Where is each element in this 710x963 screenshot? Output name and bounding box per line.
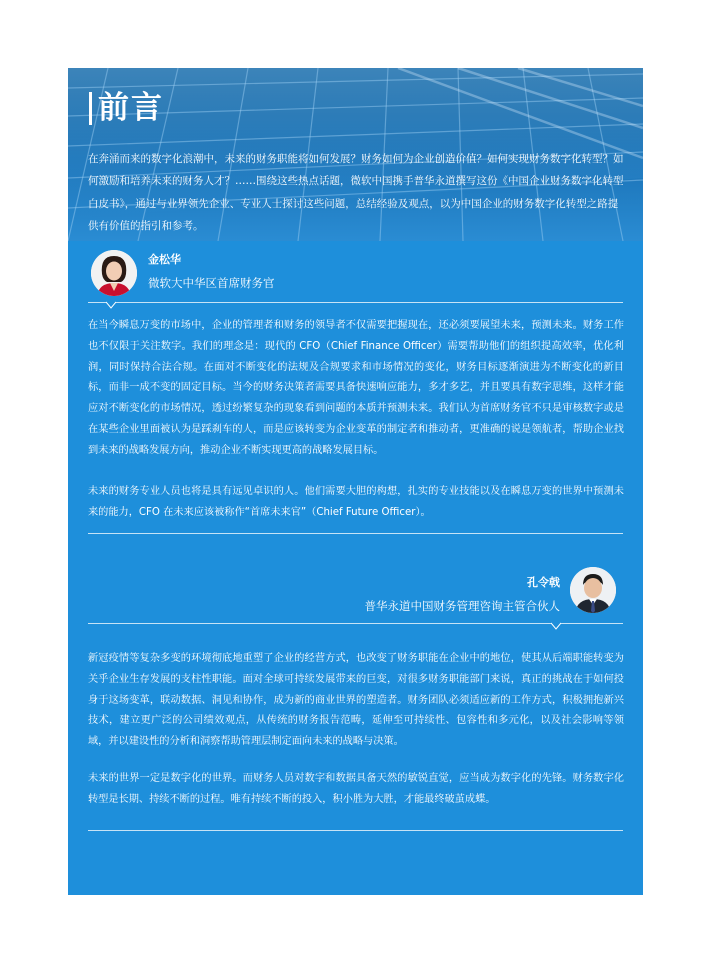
divider-pointer-icon <box>106 301 116 309</box>
page-title: 前言 <box>98 90 164 126</box>
divider-pointer-icon <box>551 622 561 630</box>
person-1-title: 微软大中华区首席财务官 <box>148 276 275 290</box>
divider-person-2 <box>88 623 623 624</box>
avatar-person-1 <box>91 250 137 296</box>
portrait-icon <box>91 250 137 296</box>
person-2-paragraph-2: 未来的世界一定是数字化的世界。而财务人员对数字和数据具备天然的敏锐直觉，应当成为数字化的先锋。财务数字化转型是长期、持续不断的过程。唯有持续不断的投入，积小胜为大胜，才能最终破茧成蝶。 <box>88 773 624 805</box>
divider-footer <box>88 830 623 831</box>
intro-paragraph: 在奔涌而来的数字化浪潮中，未来的财务职能将如何发展？财务如何为企业创造价值？如何实现财务数字化转型？如何激励和培养未来的财务人才？……围绕这些热点话题，微软中国携手普华永道撰写这份《中国企业财务数字化转型白皮书》，通过与业界领先企业、专业人士探讨这些问题，总结经验及观点，以为中国企业的财务数字化转型之路提供有价值的指引和参考。 <box>88 153 624 232</box>
title-accent-bar <box>89 92 92 125</box>
hero-banner <box>68 68 643 241</box>
preface-panel <box>68 68 643 895</box>
divider-person-1 <box>88 302 623 303</box>
person-2-name: 孔令戟 <box>527 576 560 589</box>
divider-section <box>88 533 623 534</box>
portrait-icon <box>570 567 616 613</box>
person-1-paragraph-2: 未来的财务专业人员也将是具有远见卓识的人。他们需要大胆的构想，扎实的专业技能以及在瞬息万变的世界中预测未来的能力，CFO 在未来应该被称作“首席未来官”（Chief Future Officer）。 <box>88 486 624 518</box>
person-2-paragraph-1: 新冠疫情等复杂多变的环境彻底地重塑了企业的经营方式，也改变了财务职能在企业中的地位，使其从后端职能转变为关乎企业生存发展的支柱性职能。面对全球可持续发展带来的巨变，对很多财务职能部门来说，真正的挑战在于如何投身于这场变革，联动数据、洞见和协作，成为新的商业世界的塑造者。财务团队必须适应新的工作方式，积极拥抱新兴技术，建立更广泛的公司绩效观点，从传统的财务报告范畴，延伸至可持续性、包容性和多元化，以及社会影响等领域，并以建设性的分析和洞察帮助管理层制定面向未来的战略与决策。 <box>88 653 624 748</box>
avatar-person-2 <box>570 567 616 613</box>
person-1-name: 金松华 <box>148 253 181 266</box>
person-2-title: 普华永道中国财务管理咨询主管合伙人 <box>364 599 560 613</box>
person-1-paragraph-1: 在当今瞬息万变的市场中，企业的管理者和财务的领导者不仅需要把握现在，还必须要展望未来，预测未来。财务工作也不仅限于关注数字。我们的理念是：现代的 CFO（Chief Finance Officer）需要帮助他们的组织提高效率，优化利润，同时保持合法合规。在面对不断变化的法规及合规要求和市场情况的变化，财务目标逐渐演进为不断变化的新目标，而非一成不变的固定目标。当今的财务决策者需要具备快速响应能力，多才多艺，并且要具有数字思维，这样才能应对不断变化的市场情况，透过纷繁复杂的现象看到问题的本质并预测未来。我们认为首席财务官不只是审核数字或是在某些企业里面被认为是踩刹车的人，而是应该转变为企业变革的制定者和推动者，更准确的说是领航者，帮助企业找到未来的战略发展方向，推动企业不断实现更高的战略发展目标。 <box>88 320 624 456</box>
